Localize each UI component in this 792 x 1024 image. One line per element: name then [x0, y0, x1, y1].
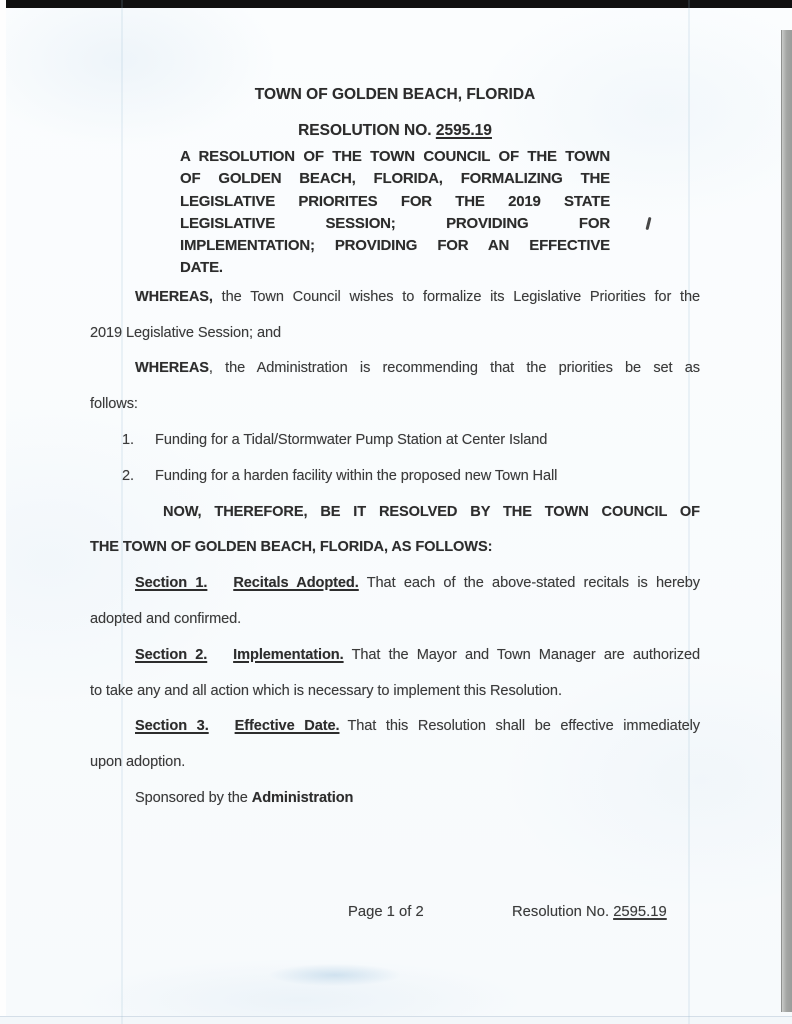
section-1-line-2: adopted and confirmed.: [90, 610, 242, 627]
list-number: 2.: [122, 467, 134, 484]
resolution-number-value: 2595.19: [435, 122, 492, 139]
section-3-line-1: [90, 709, 700, 745]
document-body: [90, 280, 700, 817]
list-number: 1.: [122, 431, 134, 448]
caption-line: IMPLEMENTATION; PROVIDING FOR AN EFFECTIVE: [180, 237, 610, 255]
caption-line: DATE.: [180, 259, 223, 277]
whereas-2-line-1: [90, 351, 700, 387]
caption-line: OF GOLDEN BEACH, FLORIDA, FORMALIZING THE: [180, 170, 610, 188]
resolution-caption: [180, 146, 610, 280]
document-content: [90, 0, 700, 817]
section-label: Section 2.: [135, 646, 208, 663]
document-title: TOWN OF GOLDEN BEACH, FLORIDA: [254, 86, 536, 103]
whereas-keyword: WHEREAS: [135, 360, 209, 377]
caption-line: LEGISLATIVE SESSION; PROVIDING FOR: [180, 214, 610, 232]
sponsored-prefix: Sponsored by the: [135, 789, 248, 806]
section-2-line-1: [90, 638, 700, 674]
list-item-text: Funding for a Tidal/Stormwater Pump Station at Center Island: [155, 431, 548, 448]
whereas-text: , the Administration is recommending that the priorities be set as: [208, 360, 700, 377]
section-title: Effective Date.: [234, 718, 340, 735]
scan-edge-left: [0, 0, 6, 1024]
caption-line: LEGISLATIVE PRIORITES FOR THE 2019 STATE: [180, 192, 610, 210]
list-item-text: Funding for a harden facility within the proposed new Town Hall: [155, 467, 558, 484]
whereas-2-line-2: follows:: [90, 396, 138, 413]
footer-resolution-label: Resolution No.: [512, 904, 610, 920]
whereas-1-line-2: 2019 Legislative Session; and: [90, 324, 282, 341]
section-text: That the Mayor and Town Manager are authorized: [351, 646, 700, 663]
section-2-line-2: to take any and all action which is necessary to implement this Resolution.: [90, 682, 562, 699]
whereas-1-line-1: [90, 280, 700, 316]
whereas-keyword: WHEREAS,: [135, 288, 213, 305]
section-text: That this Resolution shall be effective immediately: [347, 718, 701, 735]
list-item-2: [90, 459, 700, 495]
scan-edge-right: [781, 30, 792, 1012]
resolved-clause-line-2: THE TOWN OF GOLDEN BEACH, FLORIDA, AS FOLLOWS:: [90, 539, 493, 556]
sponsored-by: Administration: [251, 789, 354, 806]
list-item-1: [90, 423, 700, 459]
section-title: Implementation.: [233, 646, 344, 663]
caption-line: A RESOLUTION OF THE TOWN COUNCIL OF THE TOWN: [180, 148, 610, 165]
section-1-line-1: [90, 566, 700, 602]
section-label: Section 1.: [135, 575, 208, 592]
section-3-line-2: upon adoption.: [90, 754, 186, 771]
page-number: Page 1 of 2: [348, 904, 424, 920]
resolution-number-label: RESOLUTION NO.: [298, 122, 432, 139]
section-text: That each of the above-stated recitals is hereby: [366, 575, 701, 592]
footer-resolution-number: [512, 904, 667, 921]
resolution-number-heading: [90, 122, 700, 139]
section-title: Recitals Adopted.: [233, 575, 359, 592]
whereas-text: the Town Council wishes to formalize its Legislative Priorities for the: [212, 288, 700, 305]
scan-edge-bottom: [0, 1016, 792, 1024]
footer-resolution-value: 2595.19: [613, 904, 667, 920]
resolved-clause-line-1: NOW, THEREFORE, BE IT RESOLVED BY THE TOWN COUNCIL OF: [163, 503, 700, 520]
section-label: Section 3.: [135, 718, 209, 735]
sponsored-line: [90, 781, 700, 817]
